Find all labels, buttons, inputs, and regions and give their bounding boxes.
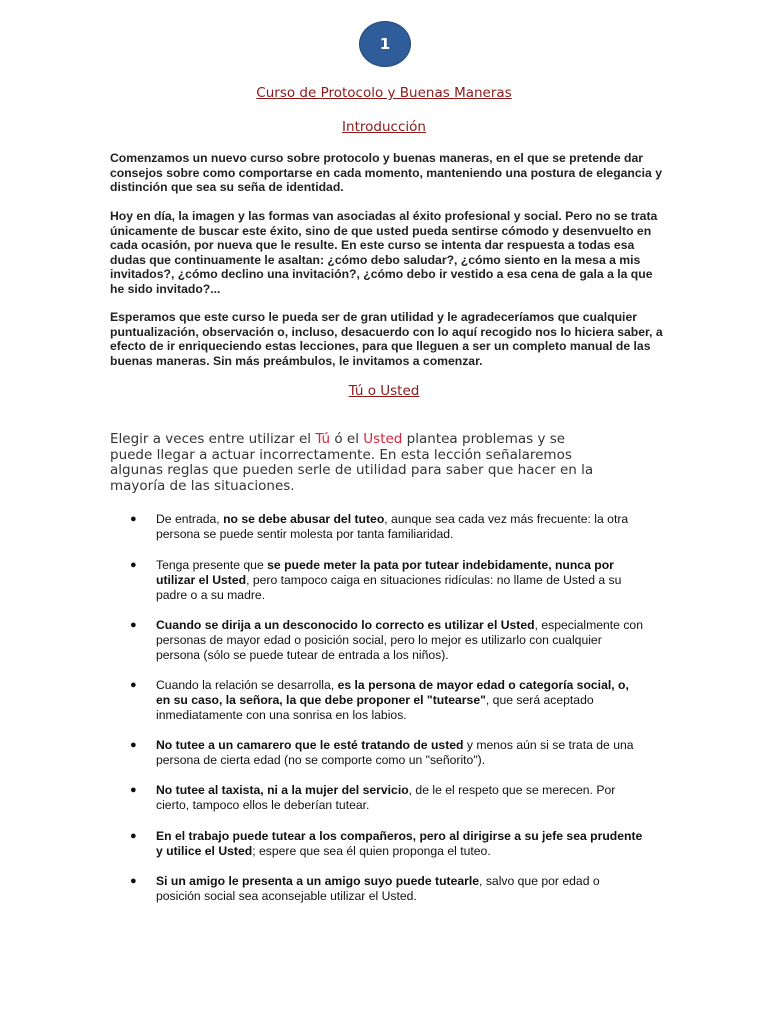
list-item-text: Cuando se dirija a un desconocido lo correcto es utilizar el Usted, especialmente con personas de mayor edad o posición social, pero lo mejor es utilizarlo con cualquier persona (sólo se puede tutear de entrada a los niños). (156, 618, 643, 662)
list-item-text: En el trabajo puede tutear a los compañeros, pero al dirigirse a su jefe sea prudente y utilice el Usted; espere que sea él quien proponga el tuteo. (156, 829, 643, 858)
list-item-text: No tutee al taxista, ni a la mujer del servicio, de le el respeto que se merecen. Por cierto, tampoco ellos le deberían tutear. (156, 783, 616, 812)
bullet-icon: ● (130, 679, 137, 691)
bullet-icon: ● (130, 830, 137, 842)
intro-paragraph: Hoy en día, la imagen y las formas van asociadas al éxito profesional y social. Pero no se trata únicamente de buscar este éxito, sino de que usted pueda sentirse cómodo y desenvuelto en cada ocasión, por nueva que le resulte. En este curso se intenta dar respuesta a todas esa dudas que continuamente le asaltan: ¿cómo debo saludar?, ¿cómo siento en la mesa a mis invitados?, ¿cómo declino una invitación?, ¿cómo debo ir vestido a esa cena de gala a la que he sido invitado?... (110, 209, 658, 296)
highlight-tu: Tú (315, 431, 331, 447)
bullet-icon: ● (130, 784, 137, 796)
lead-text: ó el (330, 431, 364, 447)
lead-text: plantea problemas y se puede llegar a actuar incorrectamente. En esta lección señalaremos algunas reglas que pueden serle de utilidad para saber que hacer en la mayoría de las situaciones. (110, 431, 594, 494)
lead-paragraph (110, 432, 610, 494)
list-item-text: Cuando la relación se desarrolla, es la persona de mayor edad o categoría social, o, en su caso, la señora, la que debe proponer el "tutearse", que será aceptado inmediatamente con una sonrisa en los labios. (156, 678, 629, 722)
bullet-icon: ● (130, 875, 137, 887)
list-item-text: De entrada, no se debe abusar del tuteo, aunque sea cada vez más frecuente: la otra persona se puede sentir molesta por tanta familiaridad. (156, 512, 629, 541)
list-item-text: Tenga presente que se puede meter la pata por tutear indebidamente, nunca por utilizar el Usted, pero tampoco caiga en situaciones ridículas: no llame de Usted a su padre o a su madre. (156, 558, 622, 602)
bullet-icon: ● (130, 559, 137, 571)
bullet-icon: ● (130, 739, 137, 751)
list-item-text: No tutee a un camarero que le esté tratando de usted y menos aún si se trata de una persona de cierta edad (no se comporte como un "señorito"). (156, 738, 634, 767)
page-number: 1 (379, 35, 391, 53)
list-item-text: Si un amigo le presenta a un amigo suyo puede tutearle, salvo que por edad o posición social sea aconsejable utilizar el Usted. (156, 874, 600, 903)
section-heading-tu-o-usted: Tú o Usted (348, 383, 420, 399)
highlight-usted: Usted (363, 431, 403, 447)
lead-text: Elegir a veces entre utilizar el (110, 431, 316, 447)
section-heading-introduccion: Introducción (342, 119, 426, 135)
bullet-icon: ● (130, 619, 137, 631)
intro-paragraph: Comenzamos un nuevo curso sobre protocolo y buenas maneras, en el que se pretende dar consejos sobre como comportarse en cada momento, manteniendo una postura de elegancia y distinción que sea su seña de identidad. (110, 151, 662, 195)
intro-paragraph: Esperamos que este curso le pueda ser de gran utilidad y le agradeceríamos que cualquier puntualización, observación o, incluso, desacuerdo con lo aquí recogido nos lo hiciera saber, a efecto de ir enriqueciendo estas lecciones, para que lleguen a ser un completo manual de las buenas maneras. Sin más preámbulos, le invitamos a comenzar. (110, 310, 663, 368)
bullet-icon: ● (130, 513, 137, 525)
page-number-badge (359, 21, 411, 67)
document-title: Curso de Protocolo y Buenas Maneras (256, 85, 512, 101)
